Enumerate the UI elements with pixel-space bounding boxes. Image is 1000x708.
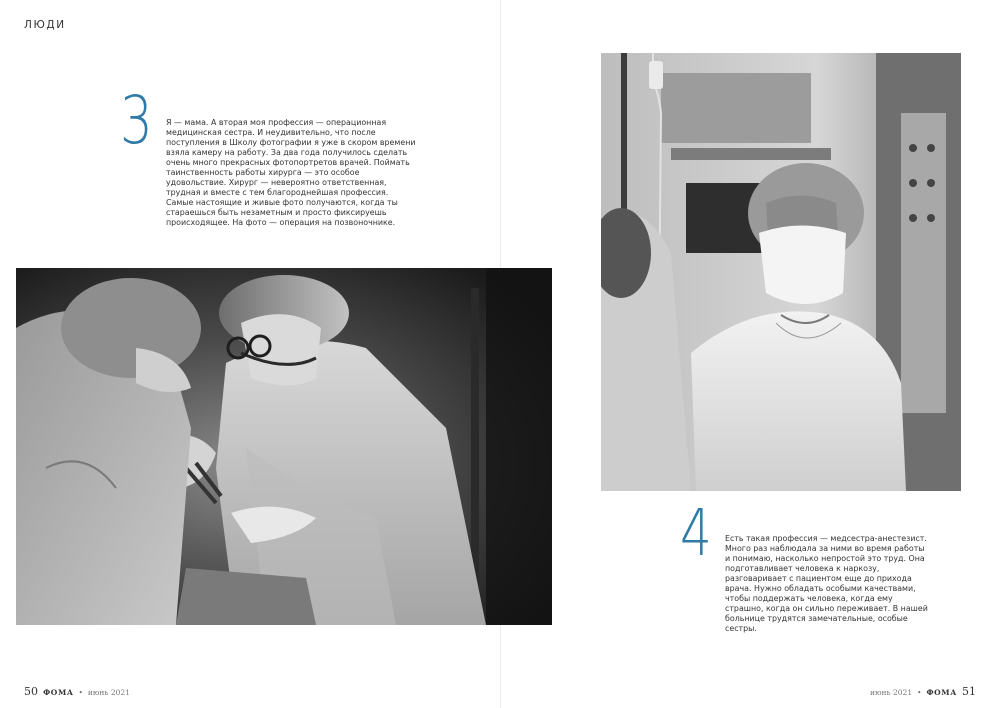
issue-date-right: июнь 2021	[870, 688, 913, 697]
anesthetist-photo	[601, 53, 961, 491]
folio-left	[24, 680, 130, 699]
issue-date-left: июнь 2021	[87, 688, 130, 697]
surgery-photo	[16, 268, 552, 625]
story-3-number: 3	[120, 82, 153, 159]
page-number-right: 51	[962, 685, 976, 698]
story-4-number: 4	[680, 497, 712, 571]
section-label: ЛЮДИ	[24, 19, 66, 31]
magazine-name-left: ФОМА	[43, 688, 74, 697]
story-4-text: Есть такая профессия — медсестра-анестезист. Много раз наблюдала за ними во время работы и понимаю, насколько непростой это труд. Она подготавливает человека к наркозу, разговаривает с пациентом еще до прихода врача. Нужно обладать особыми качествами, чтобы поддержать человека, когда ему страшно, когда он сильно переживает. В нашей больнице трудятся замечательные, особые сестры.	[725, 534, 928, 634]
folio-separator-right: •	[917, 689, 922, 697]
folio-separator-left: •	[78, 689, 83, 697]
story-3-text: Я — мама. А вторая моя профессия — операционная медицинская сестра. И неудивительно, что после поступления в Школу фотографии я уже в скором времени взяла камеру на работу. За два года получилось сделать очень много прекрасных фотопортретов врачей. Поймать таинственность работы хирурга — это особое удовольствие. Хирург — невероятно ответственная, трудная и вместе с тем благороднейшая профессия. Самые настоящие и живые фото получаются, когда ты стараешься быть незаметным и просто фиксируешь происходящее. На фото — операция на позвоночнике.	[166, 118, 416, 228]
magazine-name-right: ФОМА	[926, 688, 957, 697]
folio-right	[870, 680, 976, 699]
page-number-left: 50	[24, 685, 38, 698]
